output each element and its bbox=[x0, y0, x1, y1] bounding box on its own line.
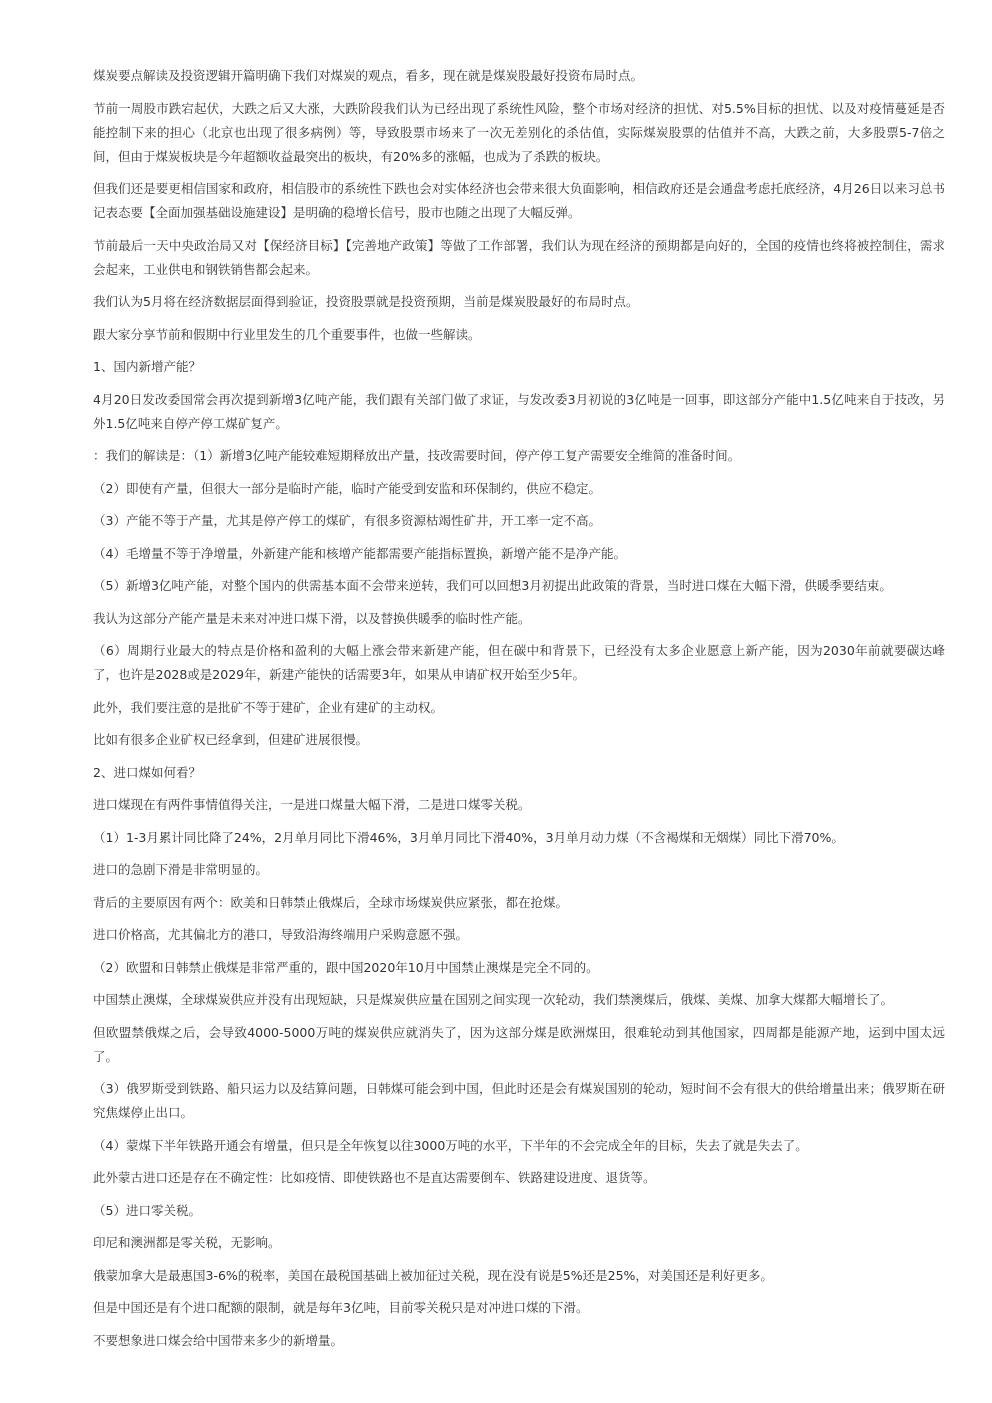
paragraph: 但我们还是要更相信国家和政府，相信股市的系统性下跌也会对实体经济也会带来很大负面影响，相信政府还是会通盘考虑托底经济，4月26日以来习总书记表态要【全面加强基础设施建设】是明确的稳增长信号，股市也随之出现了大幅反弹。 bbox=[93, 181, 945, 220]
paragraph: 此外蒙古进口还是存在不确定性：比如疫情、即使铁路也不是直达需要倒车、铁路建设进度、退货等。 bbox=[93, 1170, 656, 1185]
paragraph: 俄蒙加拿大是最惠国3-6%的税率，美国在最税国基础上被加征过关税，现在没有说是5%还是25%，对美国还是利好更多。 bbox=[93, 1267, 773, 1283]
paragraph: 跟大家分享节前和假期中行业里发生的几个重要事件，也做一些解读。 bbox=[93, 326, 481, 342]
paragraph: 背后的主要原因有两个：欧美和日韩禁止俄煤后，全球市场煤炭供应紧张，都在抢煤。 bbox=[93, 894, 569, 910]
paragraph: （4）毛增量不等于净增量，外新建产能和核增产能都需要产能指标置换，新增产能不是净产能。 bbox=[93, 545, 626, 561]
paragraph: （4）蒙煤下半年铁路开通会有增量，但只是全年恢复以往3000万吨的水平，下半年的不会完成全年的目标，失去了就是失去了。 bbox=[93, 1137, 808, 1153]
paragraph: 节前一周股市跌宕起伏，大跌之后又大涨，大跌阶段我们认为已经出现了系统性风险，整个市场对经济的担忧、对5.5%目标的担忧、以及对疫情蔓延是否能控制下来的担心（北京也出现了很多病例）等，导致股票市场来了一次无差别化的杀估值，实际煤炭股票的估值并不高，大跌之前，大多股票5-7倍之间，但由于煤炭板块是今年超额收益最突出的板块，有20%多的涨幅，也成为了杀跌的板块。 bbox=[93, 100, 945, 164]
paragraph: 但是中国还是有个进口配额的限制，就是每年3亿吨，目前零关税只是对冲进口煤的下滑。 bbox=[93, 1300, 589, 1315]
section-heading: 2、进口煤如何看？ bbox=[93, 764, 201, 780]
paragraph: （3）产能不等于产量，尤其是停产停工的煤矿，有很多资源枯竭性矿井，开工率一定不高。 bbox=[93, 513, 601, 528]
section-heading: 1、国内新增产能？ bbox=[93, 359, 201, 374]
paragraph: 煤炭要点解读及投资逻辑开篇明确下我们对煤炭的观点，看多，现在就是煤炭股最好投资布局时点。 bbox=[93, 68, 644, 83]
paragraph: 节前最后一天中央政治局又对【保经济目标】【完善地产政策】等做了工作部署，我们认为现在经济的预期都是向好的，全国的疫情也终将被控制住，需求会起来，工业供电和钢铁销售都会起来。 bbox=[93, 237, 945, 277]
paragraph: 印尼和澳洲都是零关税，无影响。 bbox=[93, 1235, 281, 1250]
paragraph: （5）新增3亿吨产能，对整个国内的供需基本面不会带来逆转，我们可以回想3月初提出此政策的背景，当时进口煤在大幅下滑，供暖季要结束。 bbox=[93, 578, 892, 593]
paragraph: ：我们的解读是：（1）新增3亿吨产能较难短期释放出产量，技改需要时间，停产停工复产需要安全维简的准备时间。 bbox=[93, 448, 741, 463]
paragraph: 不要想象进口煤会给中国带来多少的新增量。 bbox=[93, 1332, 344, 1348]
paragraph: 此外，我们要注意的是批矿不等于建矿，企业有建矿的主动权。 bbox=[93, 699, 444, 715]
paragraph: 比如有很多企业矿权已经拿到，但建矿进展很慢。 bbox=[93, 732, 369, 747]
paragraph: 但欧盟禁俄煤之后，会导致4000-5000万吨的煤炭供应就消失了，因为这部分煤是欧洲煤田，很难轮动到其他国家，四周都是能源产地，运到中国太远了。 bbox=[93, 1024, 945, 1064]
paragraph: 我们认为5月将在经济数据层面得到验证，投资股票就是投资预期，当前是煤炭股最好的布局时点。 bbox=[93, 294, 639, 309]
document-body bbox=[93, 64, 945, 1361]
paragraph: 进口煤现在有两件事情值得关注，一是进口煤量大幅下滑，二是进口煤零关税。 bbox=[93, 797, 531, 812]
paragraph: 中国禁止澳煤，全球煤炭供应并没有出现短缺，只是煤炭供应量在国别之间实现一次轮动，我们禁澳煤后，俄煤、美煤、加拿大煤都大幅增长了。 bbox=[93, 992, 894, 1007]
paragraph: 我认为这部分产能产量是未来对冲进口煤下滑，以及替换供暖季的临时性产能。 bbox=[93, 610, 531, 626]
paragraph: 进口的急剧下滑是非常明显的。 bbox=[93, 862, 269, 877]
paragraph: 进口价格高，尤其偏北方的港口，导致沿海终端用户采购意愿不强。 bbox=[93, 927, 469, 942]
paragraph: 4月20日发改委国常会再次提到新增3亿吨产能，我们跟有关部门做了求证，与发改委3月初说的3亿吨是一回事，即这部分产能中1.5亿吨来自于技改，另外1.5亿吨来自停产停工煤矿复产。 bbox=[93, 391, 945, 431]
paragraph: （3）俄罗斯受到铁路、船只运力以及结算问题，日韩煤可能会到中国，但此时还是会有煤炭国别的轮动，短时间不会有很大的供给增量出来；俄罗斯在研究焦煤停止出口。 bbox=[93, 1081, 945, 1120]
paragraph: （2）欧盟和日韩禁止俄煤是非常严重的，跟中国2020年10月中国禁止澳煤是完全不同的。 bbox=[93, 959, 599, 975]
paragraph: （2）即使有产量，但很大一部分是临时产能，临时产能受到安监和环保制约，供应不稳定。 bbox=[93, 480, 601, 496]
paragraph: （1）1-3月累计同比降了24%，2月单月同比下滑46%，3月单月同比下滑40%，3月单月动力煤（不含褐煤和无烟煤）同比下滑70%。 bbox=[93, 829, 844, 845]
paragraph: （6）周期行业最大的特点是价格和盈利的大幅上涨会带来新建产能，但在碳中和背景下，已经没有太多企业愿意上新产能，因为2030年前就要碳达峰了，也许是2028或是2029年，新建产能快的话需要3年，如果从申请矿权开始至少5年。 bbox=[93, 643, 945, 682]
paragraph: （5）进口零关税。 bbox=[93, 1202, 201, 1218]
